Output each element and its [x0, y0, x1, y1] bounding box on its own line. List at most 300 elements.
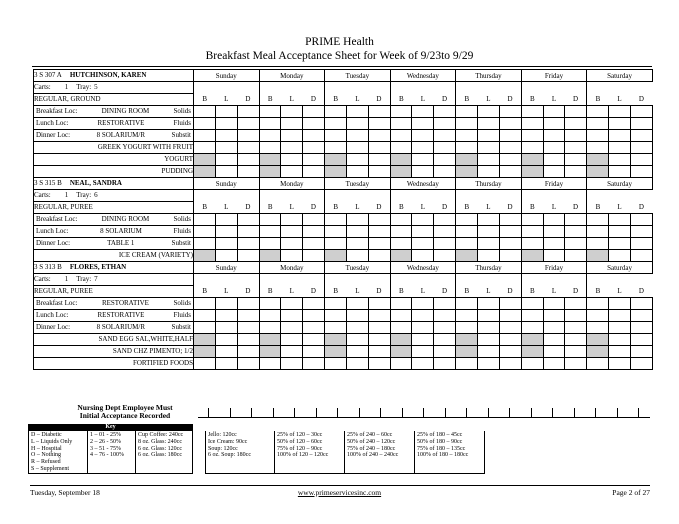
entry-cell[interactable]	[390, 142, 412, 154]
entry-cell[interactable]	[412, 358, 434, 370]
entry-cell[interactable]	[281, 142, 303, 154]
entry-cell[interactable]	[259, 346, 281, 358]
entry-cell[interactable]	[478, 358, 500, 370]
entry-cell[interactable]	[521, 118, 543, 130]
entry-cell[interactable]	[630, 166, 652, 178]
entry-cell[interactable]	[630, 142, 652, 154]
entry-cell[interactable]	[630, 298, 652, 310]
entry-cell[interactable]	[215, 322, 237, 334]
entry-cell[interactable]	[237, 130, 259, 142]
entry-cell[interactable]	[237, 322, 259, 334]
entry-cell[interactable]	[587, 142, 609, 154]
entry-cell[interactable]	[368, 322, 390, 334]
entry-cell[interactable]	[303, 310, 325, 322]
entry-cell[interactable]	[346, 214, 368, 226]
entry-cell[interactable]	[215, 310, 237, 322]
entry-cell[interactable]	[346, 154, 368, 166]
entry-cell[interactable]	[325, 310, 347, 322]
entry-cell[interactable]	[543, 154, 565, 166]
entry-cell[interactable]	[609, 322, 631, 334]
entry-cell[interactable]	[609, 334, 631, 346]
entry-cell[interactable]	[521, 106, 543, 118]
entry-cell[interactable]	[499, 142, 521, 154]
entry-cell[interactable]	[281, 346, 303, 358]
entry-cell[interactable]	[499, 106, 521, 118]
entry-cell[interactable]	[215, 226, 237, 238]
entry-cell[interactable]	[521, 238, 543, 250]
entry-cell[interactable]	[565, 106, 587, 118]
entry-cell[interactable]	[543, 250, 565, 262]
entry-cell[interactable]	[609, 226, 631, 238]
entry-cell[interactable]	[237, 118, 259, 130]
entry-cell[interactable]	[194, 358, 216, 370]
entry-cell[interactable]	[194, 142, 216, 154]
entry-cell[interactable]	[346, 298, 368, 310]
entry-cell[interactable]	[609, 310, 631, 322]
entry-cell[interactable]	[565, 226, 587, 238]
entry-cell[interactable]	[543, 166, 565, 178]
entry-cell[interactable]	[543, 130, 565, 142]
entry-cell[interactable]	[281, 358, 303, 370]
entry-cell[interactable]	[543, 214, 565, 226]
entry-cell[interactable]	[609, 346, 631, 358]
entry-cell[interactable]	[346, 310, 368, 322]
entry-cell[interactable]	[565, 298, 587, 310]
entry-cell[interactable]	[390, 154, 412, 166]
entry-cell[interactable]	[456, 334, 478, 346]
entry-cell[interactable]	[368, 130, 390, 142]
entry-cell[interactable]	[630, 238, 652, 250]
entry-cell[interactable]	[215, 142, 237, 154]
entry-cell[interactable]	[281, 310, 303, 322]
entry-cell[interactable]	[259, 142, 281, 154]
entry-cell[interactable]	[390, 346, 412, 358]
entry-cell[interactable]	[456, 298, 478, 310]
entry-cell[interactable]	[543, 238, 565, 250]
entry-cell[interactable]	[281, 298, 303, 310]
entry-cell[interactable]	[434, 334, 456, 346]
entry-cell[interactable]	[346, 334, 368, 346]
entry-cell[interactable]	[237, 142, 259, 154]
entry-cell[interactable]	[609, 358, 631, 370]
entry-cell[interactable]	[390, 358, 412, 370]
entry-cell[interactable]	[215, 166, 237, 178]
entry-cell[interactable]	[521, 142, 543, 154]
entry-cell[interactable]	[543, 322, 565, 334]
entry-cell[interactable]	[303, 142, 325, 154]
entry-cell[interactable]	[478, 322, 500, 334]
entry-cell[interactable]	[303, 226, 325, 238]
entry-cell[interactable]	[434, 130, 456, 142]
entry-cell[interactable]	[281, 322, 303, 334]
entry-cell[interactable]	[478, 142, 500, 154]
entry-cell[interactable]	[325, 322, 347, 334]
entry-cell[interactable]	[303, 118, 325, 130]
entry-cell[interactable]	[434, 346, 456, 358]
entry-cell[interactable]	[325, 334, 347, 346]
entry-cell[interactable]	[412, 118, 434, 130]
entry-cell[interactable]	[215, 298, 237, 310]
entry-cell[interactable]	[630, 250, 652, 262]
entry-cell[interactable]	[434, 154, 456, 166]
entry-cell[interactable]	[565, 322, 587, 334]
entry-cell[interactable]	[521, 226, 543, 238]
entry-cell[interactable]	[390, 334, 412, 346]
entry-cell[interactable]	[325, 166, 347, 178]
entry-cell[interactable]	[587, 106, 609, 118]
entry-cell[interactable]	[456, 226, 478, 238]
entry-cell[interactable]	[478, 118, 500, 130]
entry-cell[interactable]	[237, 346, 259, 358]
entry-cell[interactable]	[237, 358, 259, 370]
entry-cell[interactable]	[630, 346, 652, 358]
entry-cell[interactable]	[565, 130, 587, 142]
entry-cell[interactable]	[456, 166, 478, 178]
entry-cell[interactable]	[303, 106, 325, 118]
entry-cell[interactable]	[259, 154, 281, 166]
entry-cell[interactable]	[368, 118, 390, 130]
entry-cell[interactable]	[194, 346, 216, 358]
entry-cell[interactable]	[259, 298, 281, 310]
entry-cell[interactable]	[412, 334, 434, 346]
entry-cell[interactable]	[237, 298, 259, 310]
entry-cell[interactable]	[412, 238, 434, 250]
entry-cell[interactable]	[630, 130, 652, 142]
entry-cell[interactable]	[194, 238, 216, 250]
entry-cell[interactable]	[215, 106, 237, 118]
entry-cell[interactable]	[259, 334, 281, 346]
entry-cell[interactable]	[478, 250, 500, 262]
entry-cell[interactable]	[609, 166, 631, 178]
entry-cell[interactable]	[368, 106, 390, 118]
entry-cell[interactable]	[390, 298, 412, 310]
entry-cell[interactable]	[630, 310, 652, 322]
entry-cell[interactable]	[368, 358, 390, 370]
entry-cell[interactable]	[237, 166, 259, 178]
entry-cell[interactable]	[325, 106, 347, 118]
entry-cell[interactable]	[630, 226, 652, 238]
entry-cell[interactable]	[368, 214, 390, 226]
entry-cell[interactable]	[412, 310, 434, 322]
entry-cell[interactable]	[630, 154, 652, 166]
entry-cell[interactable]	[412, 214, 434, 226]
entry-cell[interactable]	[434, 226, 456, 238]
entry-cell[interactable]	[194, 118, 216, 130]
entry-cell[interactable]	[499, 214, 521, 226]
entry-cell[interactable]	[543, 346, 565, 358]
entry-cell[interactable]	[194, 214, 216, 226]
entry-cell[interactable]	[390, 322, 412, 334]
entry-cell[interactable]	[259, 106, 281, 118]
entry-cell[interactable]	[543, 310, 565, 322]
entry-cell[interactable]	[194, 106, 216, 118]
entry-cell[interactable]	[281, 106, 303, 118]
entry-cell[interactable]	[237, 226, 259, 238]
entry-cell[interactable]	[390, 130, 412, 142]
entry-cell[interactable]	[434, 322, 456, 334]
entry-cell[interactable]	[237, 310, 259, 322]
entry-cell[interactable]	[346, 118, 368, 130]
entry-cell[interactable]	[434, 142, 456, 154]
entry-cell[interactable]	[456, 130, 478, 142]
entry-cell[interactable]	[303, 214, 325, 226]
entry-cell[interactable]	[325, 226, 347, 238]
entry-cell[interactable]	[587, 166, 609, 178]
entry-cell[interactable]	[478, 310, 500, 322]
entry-cell[interactable]	[390, 238, 412, 250]
entry-cell[interactable]	[368, 298, 390, 310]
entry-cell[interactable]	[521, 322, 543, 334]
entry-cell[interactable]	[543, 358, 565, 370]
entry-cell[interactable]	[499, 298, 521, 310]
entry-cell[interactable]	[215, 118, 237, 130]
entry-cell[interactable]	[609, 118, 631, 130]
entry-cell[interactable]	[194, 298, 216, 310]
entry-cell[interactable]	[412, 298, 434, 310]
entry-cell[interactable]	[194, 250, 216, 262]
entry-cell[interactable]	[194, 334, 216, 346]
entry-cell[interactable]	[346, 250, 368, 262]
entry-cell[interactable]	[390, 166, 412, 178]
entry-cell[interactable]	[368, 334, 390, 346]
entry-cell[interactable]	[587, 346, 609, 358]
entry-cell[interactable]	[434, 106, 456, 118]
entry-cell[interactable]	[194, 226, 216, 238]
entry-cell[interactable]	[521, 166, 543, 178]
entry-cell[interactable]	[587, 226, 609, 238]
entry-cell[interactable]	[565, 118, 587, 130]
entry-cell[interactable]	[478, 346, 500, 358]
entry-cell[interactable]	[609, 298, 631, 310]
entry-cell[interactable]	[565, 334, 587, 346]
entry-cell[interactable]	[346, 142, 368, 154]
entry-cell[interactable]	[194, 130, 216, 142]
entry-cell[interactable]	[368, 226, 390, 238]
entry-cell[interactable]	[303, 166, 325, 178]
entry-cell[interactable]	[587, 298, 609, 310]
entry-cell[interactable]	[325, 142, 347, 154]
entry-cell[interactable]	[303, 130, 325, 142]
entry-cell[interactable]	[587, 118, 609, 130]
entry-cell[interactable]	[587, 358, 609, 370]
entry-cell[interactable]	[325, 238, 347, 250]
entry-cell[interactable]	[565, 358, 587, 370]
entry-cell[interactable]	[456, 358, 478, 370]
entry-cell[interactable]	[215, 238, 237, 250]
entry-cell[interactable]	[499, 358, 521, 370]
entry-cell[interactable]	[390, 226, 412, 238]
entry-cell[interactable]	[237, 334, 259, 346]
entry-cell[interactable]	[325, 346, 347, 358]
entry-cell[interactable]	[587, 322, 609, 334]
entry-cell[interactable]	[412, 250, 434, 262]
entry-cell[interactable]	[303, 358, 325, 370]
entry-cell[interactable]	[587, 334, 609, 346]
entry-cell[interactable]	[499, 154, 521, 166]
entry-cell[interactable]	[346, 238, 368, 250]
entry-cell[interactable]	[237, 250, 259, 262]
entry-cell[interactable]	[346, 106, 368, 118]
entry-cell[interactable]	[456, 310, 478, 322]
entry-cell[interactable]	[434, 298, 456, 310]
entry-cell[interactable]	[521, 298, 543, 310]
entry-cell[interactable]	[194, 310, 216, 322]
entry-cell[interactable]	[390, 250, 412, 262]
entry-cell[interactable]	[521, 250, 543, 262]
entry-cell[interactable]	[565, 310, 587, 322]
entry-cell[interactable]	[499, 238, 521, 250]
entry-cell[interactable]	[609, 250, 631, 262]
entry-cell[interactable]	[456, 214, 478, 226]
entry-cell[interactable]	[259, 214, 281, 226]
entry-cell[interactable]	[499, 310, 521, 322]
entry-cell[interactable]	[215, 334, 237, 346]
entry-cell[interactable]	[609, 154, 631, 166]
entry-cell[interactable]	[543, 142, 565, 154]
entry-cell[interactable]	[259, 322, 281, 334]
entry-cell[interactable]	[259, 238, 281, 250]
entry-cell[interactable]	[281, 334, 303, 346]
entry-cell[interactable]	[499, 334, 521, 346]
entry-cell[interactable]	[609, 238, 631, 250]
entry-cell[interactable]	[456, 250, 478, 262]
entry-cell[interactable]	[478, 226, 500, 238]
entry-cell[interactable]	[281, 214, 303, 226]
entry-cell[interactable]	[521, 334, 543, 346]
entry-cell[interactable]	[368, 154, 390, 166]
entry-cell[interactable]	[237, 154, 259, 166]
entry-cell[interactable]	[215, 214, 237, 226]
entry-cell[interactable]	[259, 310, 281, 322]
entry-cell[interactable]	[303, 298, 325, 310]
entry-cell[interactable]	[412, 322, 434, 334]
entry-cell[interactable]	[565, 250, 587, 262]
entry-cell[interactable]	[303, 250, 325, 262]
entry-cell[interactable]	[325, 130, 347, 142]
entry-cell[interactable]	[434, 214, 456, 226]
entry-cell[interactable]	[281, 118, 303, 130]
entry-cell[interactable]	[434, 358, 456, 370]
entry-cell[interactable]	[456, 238, 478, 250]
entry-cell[interactable]	[630, 334, 652, 346]
entry-cell[interactable]	[565, 214, 587, 226]
entry-cell[interactable]	[478, 238, 500, 250]
entry-cell[interactable]	[630, 358, 652, 370]
entry-cell[interactable]	[478, 154, 500, 166]
entry-cell[interactable]	[281, 130, 303, 142]
entry-cell[interactable]	[499, 346, 521, 358]
entry-cell[interactable]	[434, 118, 456, 130]
entry-cell[interactable]	[499, 322, 521, 334]
footer-link[interactable]: www.primeservicesinc.com	[297, 488, 382, 497]
entry-cell[interactable]	[478, 298, 500, 310]
entry-cell[interactable]	[215, 154, 237, 166]
entry-cell[interactable]	[368, 166, 390, 178]
entry-cell[interactable]	[434, 238, 456, 250]
entry-cell[interactable]	[565, 346, 587, 358]
entry-cell[interactable]	[499, 226, 521, 238]
entry-cell[interactable]	[259, 226, 281, 238]
entry-cell[interactable]	[303, 322, 325, 334]
entry-cell[interactable]	[303, 154, 325, 166]
entry-cell[interactable]	[456, 154, 478, 166]
entry-cell[interactable]	[456, 106, 478, 118]
entry-cell[interactable]	[194, 154, 216, 166]
entry-cell[interactable]	[368, 346, 390, 358]
entry-cell[interactable]	[259, 118, 281, 130]
entry-cell[interactable]	[259, 130, 281, 142]
entry-cell[interactable]	[499, 118, 521, 130]
entry-cell[interactable]	[237, 214, 259, 226]
entry-cell[interactable]	[630, 322, 652, 334]
entry-cell[interactable]	[281, 154, 303, 166]
entry-cell[interactable]	[499, 166, 521, 178]
entry-cell[interactable]	[259, 250, 281, 262]
entry-cell[interactable]	[478, 334, 500, 346]
entry-cell[interactable]	[609, 214, 631, 226]
entry-cell[interactable]	[587, 238, 609, 250]
entry-cell[interactable]	[346, 358, 368, 370]
entry-cell[interactable]	[587, 154, 609, 166]
entry-cell[interactable]	[281, 166, 303, 178]
entry-cell[interactable]	[630, 118, 652, 130]
entry-cell[interactable]	[609, 130, 631, 142]
entry-cell[interactable]	[587, 130, 609, 142]
entry-cell[interactable]	[412, 142, 434, 154]
entry-cell[interactable]	[325, 154, 347, 166]
entry-cell[interactable]	[565, 166, 587, 178]
entry-cell[interactable]	[215, 346, 237, 358]
entry-cell[interactable]	[587, 310, 609, 322]
entry-cell[interactable]	[281, 238, 303, 250]
entry-cell[interactable]	[478, 130, 500, 142]
entry-cell[interactable]	[215, 358, 237, 370]
entry-cell[interactable]	[346, 226, 368, 238]
entry-cell[interactable]	[237, 106, 259, 118]
entry-cell[interactable]	[346, 322, 368, 334]
entry-cell[interactable]	[346, 130, 368, 142]
entry-cell[interactable]	[456, 118, 478, 130]
entry-cell[interactable]	[368, 310, 390, 322]
entry-cell[interactable]	[412, 346, 434, 358]
entry-cell[interactable]	[259, 166, 281, 178]
entry-cell[interactable]	[565, 154, 587, 166]
entry-cell[interactable]	[456, 142, 478, 154]
entry-cell[interactable]	[609, 106, 631, 118]
entry-cell[interactable]	[412, 166, 434, 178]
entry-cell[interactable]	[521, 346, 543, 358]
entry-cell[interactable]	[346, 346, 368, 358]
entry-cell[interactable]	[587, 250, 609, 262]
entry-cell[interactable]	[543, 298, 565, 310]
entry-cell[interactable]	[456, 346, 478, 358]
entry-cell[interactable]	[587, 214, 609, 226]
entry-cell[interactable]	[478, 166, 500, 178]
entry-cell[interactable]	[543, 226, 565, 238]
entry-cell[interactable]	[499, 130, 521, 142]
entry-cell[interactable]	[609, 142, 631, 154]
entry-cell[interactable]	[478, 214, 500, 226]
entry-cell[interactable]	[325, 358, 347, 370]
entry-cell[interactable]	[325, 214, 347, 226]
entry-cell[interactable]	[346, 166, 368, 178]
entry-cell[interactable]	[215, 130, 237, 142]
entry-cell[interactable]	[325, 298, 347, 310]
entry-cell[interactable]	[390, 106, 412, 118]
entry-cell[interactable]	[390, 118, 412, 130]
entry-cell[interactable]	[521, 214, 543, 226]
entry-cell[interactable]	[368, 238, 390, 250]
